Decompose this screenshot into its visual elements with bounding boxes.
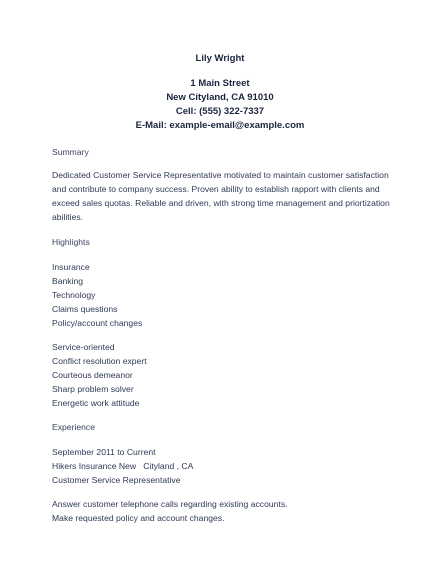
highlights-list-2 bbox=[52, 340, 147, 410]
city-address: New Cityland, CA 91010 bbox=[166, 92, 274, 103]
list-item: Policy/account changes bbox=[52, 318, 143, 328]
street-address: 1 Main Street bbox=[190, 78, 250, 89]
experience-details bbox=[52, 445, 193, 487]
experience-dates: September 2011 to Current bbox=[52, 447, 156, 457]
summary-text: Dedicated Customer Service Representative motivated to maintain customer satisfaction and contribute to company success. Proven ability to establish rapport with clients and exceed sales quotas. Reliable and driven, with strong time management and priortization abilities. bbox=[52, 170, 390, 222]
list-item: Answer customer telephone calls regarding existing accounts. bbox=[52, 499, 288, 509]
list-item: Claims questions bbox=[52, 304, 118, 314]
highlights-heading: Highlights bbox=[52, 237, 90, 247]
list-item: Banking bbox=[52, 276, 84, 286]
cell-phone: Cell: (555) 322-7337 bbox=[175, 106, 265, 117]
resume-name: Lily Wright bbox=[195, 53, 245, 64]
list-item: Make requested policy and account changes. bbox=[52, 513, 225, 523]
list-item: Conflict resolution expert bbox=[52, 356, 147, 366]
experience-heading: Experience bbox=[52, 422, 95, 432]
list-item: Energetic work attitude bbox=[52, 398, 140, 408]
list-item: Technology bbox=[52, 290, 96, 300]
list-item: Service-oriented bbox=[52, 342, 115, 352]
experience-title: Customer Service Representative bbox=[52, 475, 181, 485]
experience-company: Hikers Insurance New Cityland , CA bbox=[52, 461, 194, 471]
list-item: Courteous demeanor bbox=[52, 370, 133, 380]
email-address: E-Mail: example-email@example.com bbox=[135, 120, 305, 131]
summary-heading: Summary bbox=[52, 147, 89, 157]
experience-duties bbox=[52, 497, 288, 525]
highlights-list-1 bbox=[52, 260, 142, 330]
list-item: Sharp problem solver bbox=[52, 384, 134, 394]
contact-info bbox=[0, 77, 440, 133]
list-item: Insurance bbox=[52, 262, 90, 272]
